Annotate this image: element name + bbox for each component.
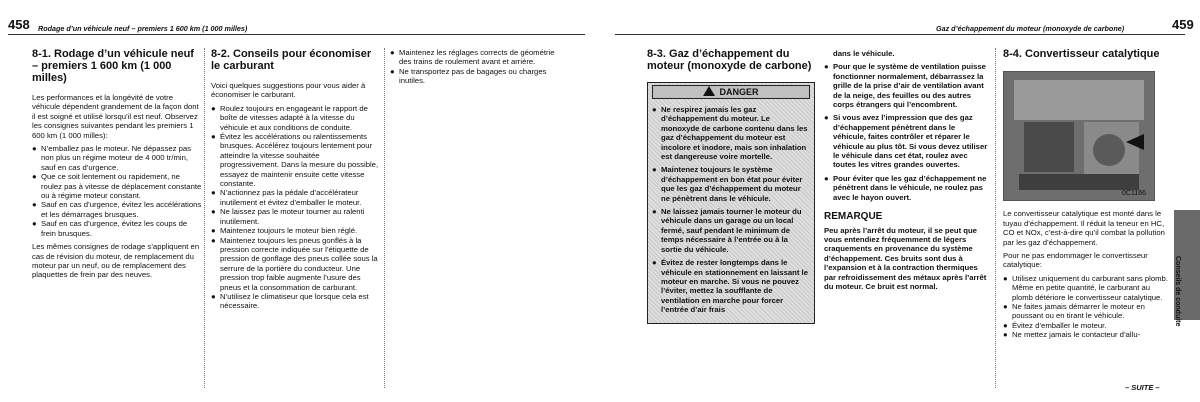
danger-continuation: [824, 49, 990, 295]
paragraph: Le convertisseur catalytique est monté dans le tuyau d’échappement. Il réduit la teneur en HC, CO et NOx, c’est-à-dire qu’il combat la pollution par les gaz d’échappement.: [1003, 209, 1165, 247]
bullet-icon: ●: [652, 207, 657, 217]
column-divider: [384, 48, 385, 388]
section-8-2-cont: [390, 48, 560, 90]
list-item: ● Sauf en cas d’urgence, évitez les coups de frein brusques.: [32, 219, 188, 238]
heading-8-2: 8-2. Conseils pour économiser le carburant: [211, 48, 372, 72]
bullet-icon: ●: [824, 173, 829, 183]
bullet-list: [390, 48, 560, 86]
list-item: ● Ne faites jamais démarrer le moteur en poussant ou en tirant le véhicule.: [1003, 302, 1145, 321]
list-item: ● Utilisez uniquement du carburant sans plomb. Même en petite quantité, le carburant au plomb détériore le convertisseur catalytique.: [1003, 273, 1168, 302]
list-item: ● Roulez toujours en engageant le rapport de boîte de vitesses adapté à la vitesse du véhicule et aux conditions de conduite.: [211, 103, 368, 132]
heading-8-1: 8-1. Rodage d’un véhicule neuf – premiers 1 600 km (1 000 milles): [32, 48, 194, 84]
heading-8-3: 8-3. Gaz d’échappement du moteur (monoxyde de carbone): [647, 48, 812, 72]
bullet-list: [1003, 274, 1171, 340]
continued-marker: – SUITE –: [1125, 383, 1160, 392]
bullet-list: [211, 104, 379, 311]
column-divider: [204, 48, 205, 388]
page-number-left: 458: [8, 17, 30, 32]
heading-8-4: 8-4. Convertisseur catalytique: [1003, 48, 1160, 60]
bullet-icon: ●: [1003, 330, 1008, 340]
bullet-icon: ●: [211, 291, 216, 301]
bullet-icon: ●: [1003, 273, 1008, 283]
header-rule: [615, 34, 1185, 35]
paragraph: Les mêmes consignes de rodage s’appliquent en cas de révision du moteur, de remplacement du moteur par un neuf, ou de remplacement des plaquettes de frein par des neuves.: [32, 242, 200, 280]
list-item: ● Évitez d’emballer le moteur.: [1003, 320, 1107, 330]
left-page: [0, 0, 585, 402]
paragraph: Pour ne pas endommager le convertisseur catalytique:: [1003, 251, 1148, 270]
list-item: ● Évitez de rester longtemps dans le véhicule en stationnement en laissant le moteur en marche. Si vous ne pouvez l’éviter, mettez la soufflante de ventilation en marche pour forcer l’entrée d’air frais: [652, 258, 808, 315]
header-rule: [8, 34, 585, 35]
bullet-icon: ●: [211, 103, 216, 113]
bullet-icon: ●: [211, 188, 216, 198]
list-item: ● Maintenez les réglages corrects de géométrie des trains de roulement avant et arrière.: [390, 48, 555, 67]
chapter-tab-label: Conseils de conduite: [1174, 256, 1181, 327]
bullet-icon: ●: [211, 207, 216, 217]
engine-photo: [1003, 71, 1155, 201]
right-page: [615, 0, 1200, 402]
list-item: ● Évitez les accélérations ou ralentissements brusques. Accélérez toujours lentement pour atteindre la vitesse souhaitée progressivement. Dans la mesure du possible, essayez de maintenir ensuite cette vitesse constante.: [211, 132, 379, 189]
section-8-2: [211, 48, 379, 315]
list-item: ● Maintenez toujours les pneus gonflés à la pression correcte indiquée sur l’étiquette de pression de gonflage des pneus collée sous la serrure de la portière du conducteur. Une pression trop faible augmente l’usure des pneus et la consommation de carburant.: [211, 235, 378, 292]
bullet-icon: ●: [652, 105, 657, 114]
list-item: ● Maintenez toujours le moteur bien réglé.: [211, 226, 358, 236]
bullet-list: [824, 62, 990, 202]
list-item: ● Ne transportez pas de bagages ou charges inutiles.: [390, 66, 547, 86]
bullet-icon: ●: [1003, 320, 1008, 330]
list-item: ● Ne laissez jamais tourner le moteur du véhicule dans un garage ou un local fermé, sauf pendant le minimum de temps nécessaire à l’entrée ou à la sortie du véhicule.: [652, 207, 802, 254]
paragraph: Voici quelques suggestions pour vous aider à économiser le carburant.: [211, 81, 366, 100]
list-item: ● Pour éviter que les gaz d’échappement ne pénètrent dans le véhicule, ne roulez pas avec le hayon ouvert.: [824, 173, 987, 202]
bullet-list: [32, 144, 202, 238]
bullet-icon: ●: [211, 226, 216, 236]
list-item: ● Maintenez toujours le système d’échappement en bon état pour éviter que les gaz d’échappement du moteur ne pénètrent dans le véhicule.: [652, 165, 803, 203]
danger-box: [647, 82, 815, 324]
bullet-icon: ●: [824, 113, 829, 123]
list-item: ● Ne mettez jamais le contacteur d’allu-: [1003, 330, 1141, 340]
list-item: ● N’actionnez pas la pédale d’accélérateur inutilement et évitez d’emballer le moteur.: [211, 188, 362, 207]
list-item: ● Pour que le système de ventilation puisse fonctionner normalement, débarrassez la grille de la prise d’air de ventilation avant de la neige, des feuilles ou des autres corps étrangers qui l’encombrent.: [824, 62, 986, 110]
danger-header: [652, 85, 810, 99]
bullet-icon: ●: [32, 172, 37, 182]
running-head-right: Gaz d’échappement du moteur (monoxyde de carbone): [936, 24, 1125, 33]
bullet-icon: ●: [211, 132, 216, 142]
list-item: ● Ne laissez pas le moteur tourner au ralenti inutilement.: [211, 207, 365, 226]
paragraph: dans le véhicule.: [833, 49, 895, 58]
section-8-1: [32, 48, 202, 284]
bullet-icon: ●: [390, 48, 395, 57]
remarque-text: Peu après l’arrêt du moteur, il se peut que vous entendiez fréquemment de légers craquements en provenance du système d’échappement. Ces bruits sont dus à l’expansion et à la contraction thermiques par refroidissement des métaux après l’arrêt du moteur. Ce bruit est normal.: [824, 225, 987, 291]
list-item: ● Si vous avez l’impression que des gaz d’échappement pénètrent dans le véhicule, faites contrôler et réparer le véhicule au plus tôt. Si vous devez utiliser le véhicule dans cet état, roulez avec toutes les vitres grandes ouvertes.: [824, 113, 988, 170]
danger-label: DANGER: [719, 87, 759, 97]
bullet-icon: ●: [32, 219, 37, 229]
column-divider: [995, 48, 996, 388]
bullet-icon: ●: [32, 144, 37, 154]
image-code: 0C1166: [1122, 190, 1147, 197]
bullet-icon: ●: [390, 66, 395, 76]
danger-bullet-list: [652, 105, 810, 315]
bullet-icon: ●: [652, 165, 657, 175]
section-8-3: [647, 48, 815, 330]
list-item: ● Ne respirez jamais les gaz d’échappement du moteur. Le monoxyde de carbone contenu dans les gaz d’échappement du moteur est incolore et inodore, mais son inhalation est dangereuse voire mortelle.: [652, 105, 808, 162]
bullet-icon: ●: [1003, 302, 1008, 312]
list-item: ● Que ce soit lentement ou rapidement, ne roulez pas à vitesse de déplacement constante ou à régime moteur constant.: [32, 172, 202, 201]
paragraph: Les performances et la longévité de votre véhicule dépendent grandement de la façon dont il est soigné et utilisé lorsqu’il est neuf. Observez les consignes suivantes pendant les premiers 1 600 km (1 000 milles):: [32, 93, 199, 140]
list-item: ● N’utilisez le climatiseur que lorsque cela est nécessaire.: [211, 291, 369, 311]
list-item: ● N’emballez pas le moteur. Ne dépassez pas non plus un régime moteur de 4 000 tr/min, sauf en cas d’urgence.: [32, 144, 191, 172]
remarque-title: REMARQUE: [824, 211, 883, 223]
bullet-icon: ●: [824, 62, 829, 72]
bullet-icon: ●: [652, 258, 657, 268]
page-number-right: 459: [1172, 17, 1194, 32]
running-head-left: Rodage d’un véhicule neuf – premiers 1 600 km (1 000 milles): [38, 24, 248, 33]
warning-triangle-icon: [703, 86, 715, 96]
bullet-icon: ●: [211, 235, 216, 245]
bullet-icon: ●: [32, 200, 37, 210]
section-8-4: [1003, 48, 1171, 344]
list-item: ● Sauf en cas d’urgence, évitez les accélérations et les démarrages brusques.: [32, 200, 202, 219]
